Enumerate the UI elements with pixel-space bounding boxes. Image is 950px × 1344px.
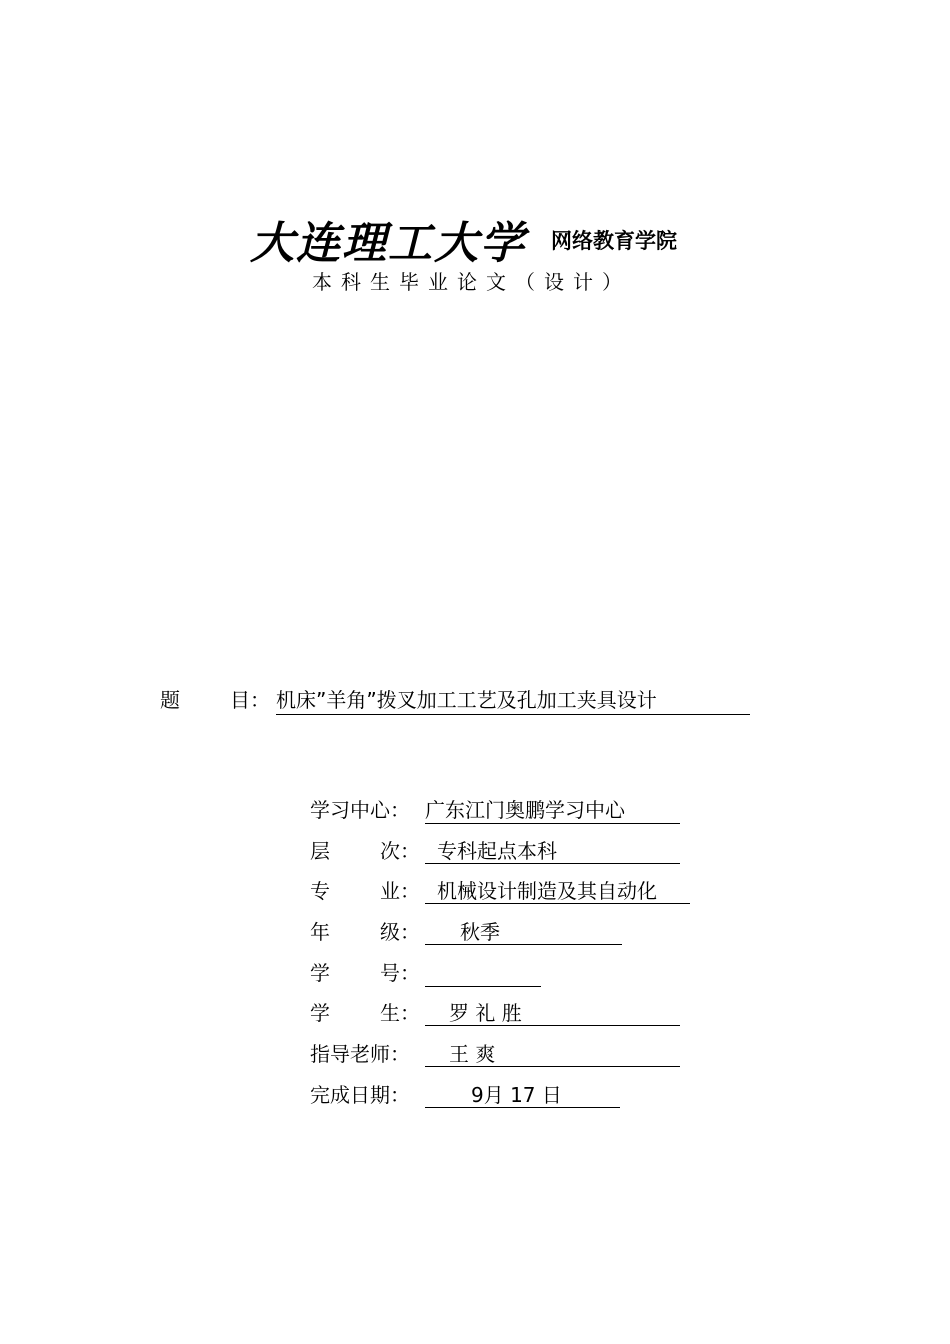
level-label: 层	[310, 838, 330, 863]
student-id-label: 学	[310, 960, 330, 985]
info-row-level	[310, 837, 730, 878]
info-row-major	[310, 877, 730, 918]
title-label-suffix: 目：	[230, 688, 270, 712]
date-label: 完成日期：	[310, 1082, 410, 1107]
university-logo: 大连理工大学	[250, 218, 526, 269]
student-label: 学	[310, 1001, 330, 1026]
grade-label: 年	[310, 920, 330, 945]
center-label: 学习中心：	[310, 798, 410, 822]
advisor-label: 指导老师：	[310, 1042, 410, 1067]
major-value: 机械设计制造及其自动化	[425, 877, 690, 904]
grade-label-suffix: 级：	[380, 920, 420, 945]
student-label-suffix: 生：	[380, 1001, 420, 1026]
level-value: 专科起点本科	[425, 837, 680, 864]
major-label-suffix: 业：	[380, 879, 420, 904]
student-info	[310, 796, 730, 1122]
level-label-suffix: 次：	[380, 838, 420, 863]
thesis-type: 本科生毕业论文（设计）	[312, 270, 631, 294]
grade-value: 秋季	[425, 918, 622, 945]
info-row-student-id	[310, 959, 730, 1000]
advisor-value: 王 爽	[425, 1040, 680, 1067]
info-row-grade	[310, 918, 730, 959]
major-label: 专	[310, 879, 330, 904]
thesis-title: 机床”羊角”拨叉加工工艺及孔加工夹具设计	[276, 686, 750, 715]
info-row-date	[310, 1081, 730, 1122]
info-row-student	[310, 999, 730, 1040]
student-id-value	[425, 959, 541, 987]
info-row-center	[310, 796, 730, 837]
student-id-label-suffix: 号：	[380, 960, 420, 985]
title-label: 题	[160, 688, 180, 712]
college-name: 网络教育学院	[551, 229, 677, 253]
info-row-advisor	[310, 1040, 730, 1081]
student-value: 罗 礼 胜	[425, 999, 680, 1026]
center-value: 广东江门奥鹏学习中心	[425, 796, 680, 824]
date-value: 9月 17 日	[425, 1081, 620, 1108]
